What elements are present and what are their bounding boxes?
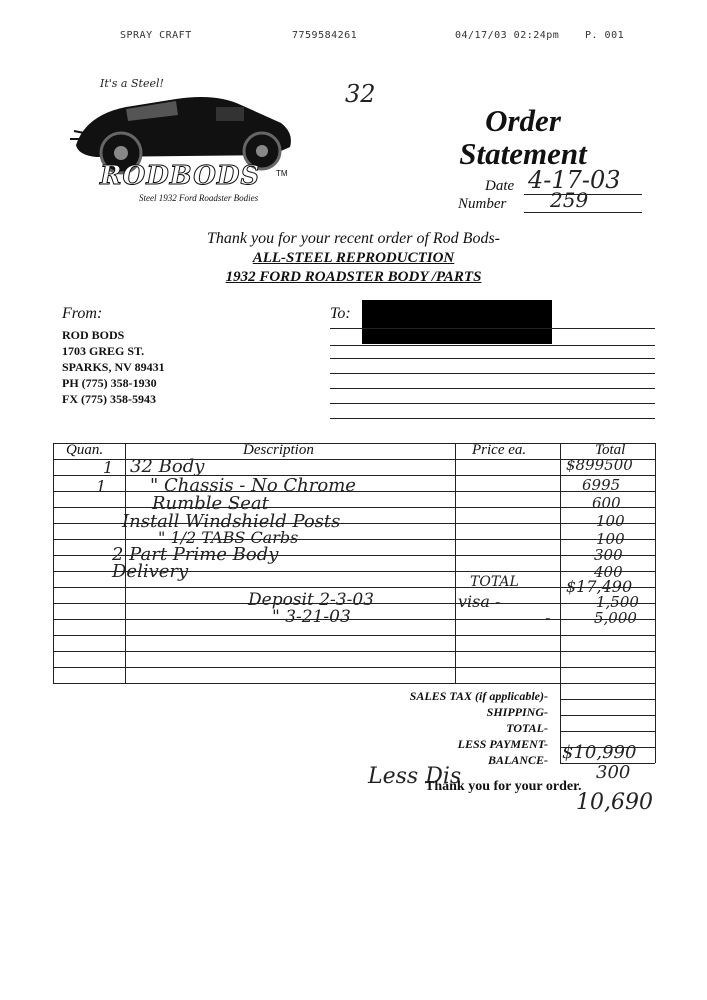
number-value: 259: [550, 188, 589, 212]
column-divider: [455, 443, 456, 683]
to-line: [330, 418, 655, 419]
col-header-quan: Quan.: [66, 442, 104, 458]
handwritten-mark: 32: [345, 80, 376, 108]
row-total: 100: [596, 512, 625, 530]
fax-sender: SPRAY CRAFT: [120, 30, 192, 41]
totals-row-line: [560, 699, 655, 700]
total-line-value: $17,490: [566, 577, 633, 596]
from-address-line: 1703 GREG ST.: [62, 344, 145, 358]
table-row-line: [53, 587, 655, 588]
footer-thanks: Thank you for your order.: [425, 779, 582, 794]
row-description: 32 Body: [130, 456, 205, 477]
table-row-line: [53, 683, 655, 684]
to-label: To:: [330, 305, 351, 322]
row-description: Rumble Seat: [152, 493, 269, 514]
row-total: 100: [596, 530, 625, 548]
logo-caption: Steel 1932 Ford Roadster Bodies: [139, 193, 259, 203]
row-quan: 1: [96, 477, 107, 496]
discount-note: Less Dis: [368, 764, 462, 789]
date-label: Date: [485, 178, 515, 194]
col-header-price: Price ea.: [472, 442, 527, 458]
deposit-amount: 1,500: [596, 593, 639, 611]
less-payment-label: LESS PAYMENT-: [457, 737, 548, 751]
title-line-1: Order: [485, 103, 561, 138]
table-row-line: [53, 507, 655, 508]
to-line: [330, 345, 655, 346]
row-total: 600: [592, 494, 621, 512]
title-line-2: Statement: [459, 136, 587, 171]
deposit-amount: 5,000: [594, 609, 637, 627]
table-row-line: [53, 651, 655, 652]
logo-tagline: It's a Steel!: [100, 77, 164, 90]
shipping-label: SHIPPING-: [486, 705, 548, 719]
balance-label: BALANCE-: [487, 753, 548, 767]
to-line: [330, 358, 655, 359]
from-address: [62, 327, 165, 407]
headline-body-parts: 1932 FORD ROADSTER BODY /PARTS: [225, 269, 482, 285]
deposit-description: Deposit 2-3-03: [248, 590, 374, 610]
deposit-method: -: [545, 608, 551, 627]
logo-brand: RODBODS: [100, 161, 261, 191]
table-right-border: [655, 443, 656, 683]
row-description: 2 Part Prime Body: [112, 544, 279, 565]
deposit-description: " 3-21-03: [272, 607, 351, 627]
logo-tm: TM: [276, 169, 288, 178]
to-line: [330, 388, 655, 389]
table-row-line: [53, 667, 655, 668]
rodbods-logo: [66, 75, 306, 210]
from-address-line: FX (775) 358-5943: [62, 392, 156, 406]
number-label: Number: [458, 196, 507, 212]
table-left-border: [53, 443, 54, 683]
discount-value: 300: [596, 762, 631, 783]
number-underline: [524, 212, 642, 213]
sales-tax-label: SALES TAX (if applicable)-: [409, 689, 548, 703]
table-top-border: [53, 443, 655, 444]
to-line: [330, 373, 655, 374]
row-description: " Chassis - No Chrome: [150, 475, 356, 496]
from-address-line: ROD BODS: [62, 328, 125, 342]
table-row-line: [53, 635, 655, 636]
redacted-recipient: [362, 300, 552, 344]
totals-row-line: [560, 715, 655, 716]
to-line: [330, 403, 655, 404]
headline-reproduction: ALL-STEEL REPRODUCTION: [252, 250, 455, 266]
from-address-line: PH (775) 358-1930: [62, 376, 157, 390]
fax-date-time: 04/17/03 02:24pm: [455, 30, 560, 41]
final-balance-value: 10,690: [576, 790, 653, 815]
col-header-total: Total: [595, 442, 626, 458]
row-total: 6995: [582, 476, 621, 494]
date-value: 4-17-03: [528, 166, 621, 194]
row-total: $899500: [566, 456, 633, 474]
total-line-label: TOTAL: [470, 574, 519, 590]
totals-right-border: [655, 683, 656, 763]
row-description: Delivery: [112, 561, 189, 582]
to-line: [330, 328, 655, 329]
row-total: 300: [594, 546, 623, 564]
row-quan: 1: [103, 458, 114, 477]
page-title: [408, 104, 638, 170]
fax-page: P. 001: [585, 30, 625, 41]
table-row-line: [53, 619, 655, 620]
balance-value: $10,990: [562, 742, 637, 763]
from-label: From:: [62, 305, 103, 322]
row-description: " 1/2 TABS Carbs: [158, 528, 299, 547]
headline-thanks: Thank you for your recent order of Rod Bods-: [207, 230, 500, 247]
row-total: 400: [594, 563, 623, 581]
deposit-method: visa -: [458, 592, 501, 611]
from-address-line: SPARKS, NV 89431: [62, 360, 165, 374]
row-description: Install Windshield Posts: [122, 511, 341, 532]
totals-row-line: [560, 731, 655, 732]
table-row-line: [53, 539, 655, 540]
fax-phone: 7759584261: [292, 30, 358, 41]
col-header-description: Description: [243, 442, 314, 458]
total-label: TOTAL-: [506, 721, 548, 735]
